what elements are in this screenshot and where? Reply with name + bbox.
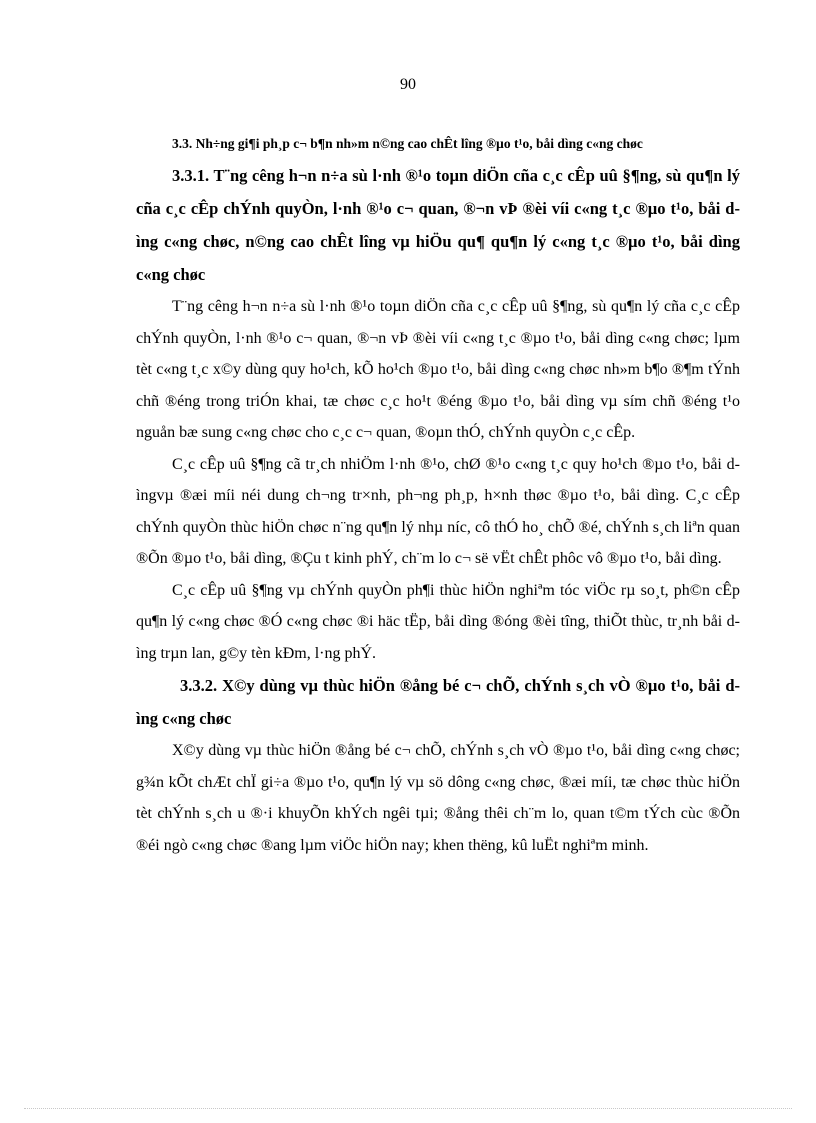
- section-3-3-1-heading: 3.3.1. T¨ng cêng h¬n n÷a sù l·nh ®¹o toµn diÖn cña c¸c cÊp uû §¶ng, sù qu¶n lý cña c¸c cÊp chÝnh quyÒn, l·nh ®¹o c¬ quan, ®¬n vÞ ®èi víi c«ng t¸c ®µo t¹o, båi dìng c«ng chøc, n©ng cao chÊt lîng vµ hiÖu qu¶ qu¶n lý c«ng t¸c ®µo t¹o, båi dìng c«ng chøc: [136, 166, 740, 284]
- paragraph: T¨ng cêng h¬n n÷a sù l·nh ®¹o toµn diÖn cña c¸c cÊp uû §¶ng, sù qu¶n lý cña c¸c cÊp chÝnh quyÒn, l·nh ®¹o c¬ quan, ®¬n vÞ ®èi víi c«ng t¸c ®µo t¹o, båi dìng c«ng chøc; lµm tèt c«ng t¸c x©y dùng quy ho¹ch, kÕ ho¹ch ®µo t¹o, båi dìng c«ng chøc nh»m b¶o ®¶m tÝnh chñ ®éng trong triÓn khai, tæ chøc c¸c ho¹t ®éng ®µo t¹o, båi dìng vµ sím chñ ®éng t¹o nguån bæ sung c«ng chøc cho c¸c c¬ quan, ®oµn thÓ, chÝnh quyÒn c¸c cÊp.: [136, 298, 740, 441]
- paragraph: X©y dùng vµ thùc hiÖn ®ång bé c¬ chÕ, chÝnh s¸ch vÒ ®µo t¹o, båi dìng c«ng chøc; g¾n kÕt chÆt chÏ gi÷a ®µo t¹o, qu¶n lý vµ sö dông c«ng chøc, ®æi míi, tæ chøc thùc hiÖn tèt chÝnh s¸ch u ®·i khuyÕn khÝch ngêi tµi; ®ång thêi ch¨m lo, quan t©m tÝch cùc ®Õn ®éi ngò c«ng chøc ®ang lµm viÖc hiÖn nay; khen thëng, kû luËt nghiªm minh.: [136, 742, 740, 854]
- paragraph: C¸c cÊp uû §¶ng cã tr¸ch nhiÖm l·nh ®¹o, chØ ®¹o c«ng t¸c quy ho¹ch ®µo t¹o, båi dìngvµ ®æi míi néi dung ch¬ng tr×nh, ph¬ng ph¸p, h×nh thøc ®µo t¹o, båi dìng. C¸c cÊp chÝnh quyÒn thùc hiÖn chøc n¨ng qu¶n lý nhµ níc, cô thÓ ho¸ chÕ ®é, chÝnh s¸ch liªn quan ®Õn ®µo t¹o, båi dìng, ®Çu t kinh phÝ, ch¨m lo c¬ së vËt chÊt phôc vô ®µo t¹o, båi dìng.: [136, 455, 740, 567]
- section-3-3-2-heading: 3.3.2. X©y dùng vµ thùc hiÖn ®ång bé c¬ chÕ, chÝnh s¸ch vÒ ®µo t¹o, båi dìng c«ng chøc: [136, 676, 740, 728]
- page-border: [24, 1108, 792, 1109]
- section-3-3-title: 3.3. Nh÷ng gi¶i ph¸p c¬ b¶n nh»m n©ng cao chÊt lîng ®µo t¹o, båi dìng c«ng chøc: [172, 136, 643, 151]
- page-number: 90: [400, 76, 416, 93]
- document-body: [136, 130, 740, 861]
- paragraph: C¸c cÊp uû §¶ng vµ chÝnh quyÒn ph¶i thùc hiÖn nghiªm tóc viÖc rµ so¸t, ph©n cÊp qu¶n lý c«ng chøc ®Ó c«ng chøc ®i häc tËp, båi dìng ®óng ®èi tîng, thiÕt thùc, tr¸nh båi dìng trµn lan, g©y tèn kÐm, l·ng phÝ.: [136, 581, 740, 662]
